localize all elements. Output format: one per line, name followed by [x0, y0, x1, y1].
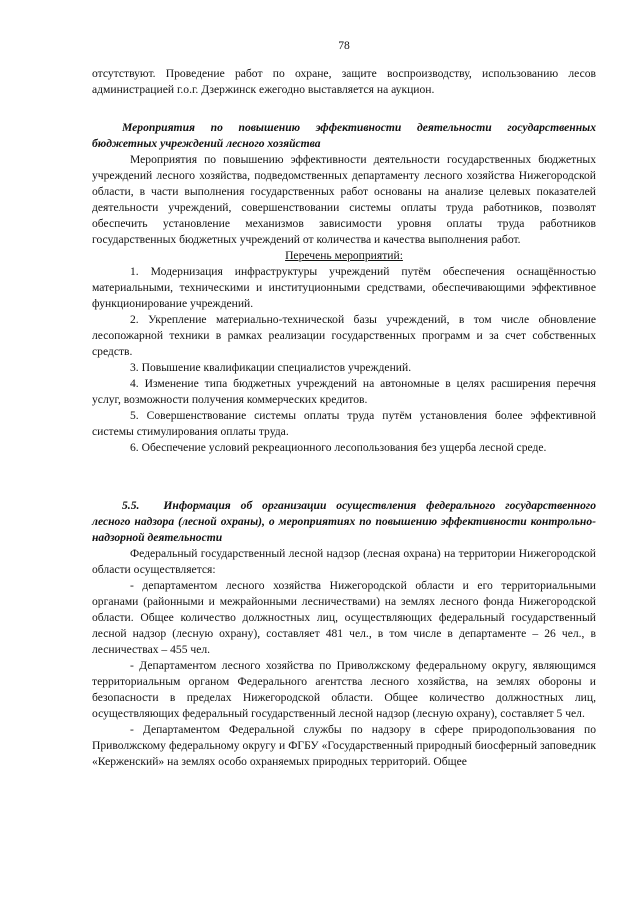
- measures-list-title: Перечень мероприятий:: [285, 249, 403, 262]
- list-item: 2. Укрепление материально-технической базы учреждений, в том числе обновление лесопожарной техники в рамках реализации государственных программ и за счет собственных средств.: [92, 313, 596, 358]
- section-heading-efficiency: Мероприятия по повышению эффективности деятельности государственных бюджетных учреждений лесного хозяйства: [92, 121, 596, 150]
- supervision-paragraph: - Департаментом лесного хозяйства по Приволжскому федеральному округу, являющимся территориальным органом Федерального агентства лесного хозяйства, на землях обороны и безопасности в пределах Нижегородской области. Общее количество должностных лиц, осуществляющих федеральный государственный лесной надзор (лесную охрану), составляет 5 чел.: [92, 659, 596, 720]
- intro-paragraph: отсутствуют. Проведение работ по охране, защите воспроизводству, использованию лесов администрацией г.о.г. Дзержинск ежегодно выставляется на аукцион.: [92, 67, 596, 96]
- supervision-paragraph: - департаментом лесного хозяйства Нижегородской области и его территориальными органами (районными и межрайонными лесничествами) на землях лесного фонда Нижегородской области. Общее количество должностных лиц, осуществляющих федеральный государственный лесной надзор (лесную охрану), составляет 481 чел., в том числе в департаменте – 26 чел., в лесничествах – 455 чел.: [92, 579, 596, 656]
- supervision-paragraph: - Департаментом Федеральной службы по надзору в сфере природопользования по Приволжскому федеральному округу и ФГБУ «Государственный природный биосферный заповедник «Керженский» на землях особо охраняемых природных территорий. Общее: [92, 723, 596, 768]
- list-item: 3. Повышение квалификации специалистов учреждений.: [130, 361, 412, 374]
- section-heading-forest-supervision: 5.5. Информация об организации осуществления федерального государственного лесного надзора (лесной охраны), о мероприятиях по повышению эффективности контрольно-надзорной деятельности: [92, 499, 596, 544]
- list-item: 1. Модернизация инфраструктуры учреждений путём обеспечения оснащённостью материальными, техническими и институционными средствами, обеспечивающими эффективное функционирование учреждений.: [92, 265, 596, 310]
- section-body-efficiency: Мероприятия по повышению эффективности деятельности государственных бюджетных учреждений лесного хозяйства, подведомственных департаменту лесного хозяйства Нижегородской области, в части выполнения государственных работ основаны на анализе целевых показателей деятельности учреждений, совершенствовании системы оплаты труда работников, позволят обеспечить установление механизмов зависимости уровня оплаты труда работников государственных бюджетных учреждений от количества и качества выполнения работ.: [92, 153, 596, 246]
- supervision-paragraph: Федеральный государственный лесной надзор (лесная охрана) на территории Нижегородской области осуществляется:: [92, 547, 596, 576]
- section-number: 5.5.: [122, 499, 140, 512]
- list-item: 6. Обеспечение условий рекреационного лесопользования без ущерба лесной среде.: [130, 441, 547, 454]
- list-item: 4. Изменение типа бюджетных учреждений на автономные в целях расширения перечня услуг, возможности получения коммерческих кредитов.: [92, 377, 596, 406]
- list-item: 5. Совершенствование системы оплаты труда путём установления более эффективной системы стимулирования оплаты труда.: [92, 409, 596, 438]
- page-number: 78: [338, 39, 350, 52]
